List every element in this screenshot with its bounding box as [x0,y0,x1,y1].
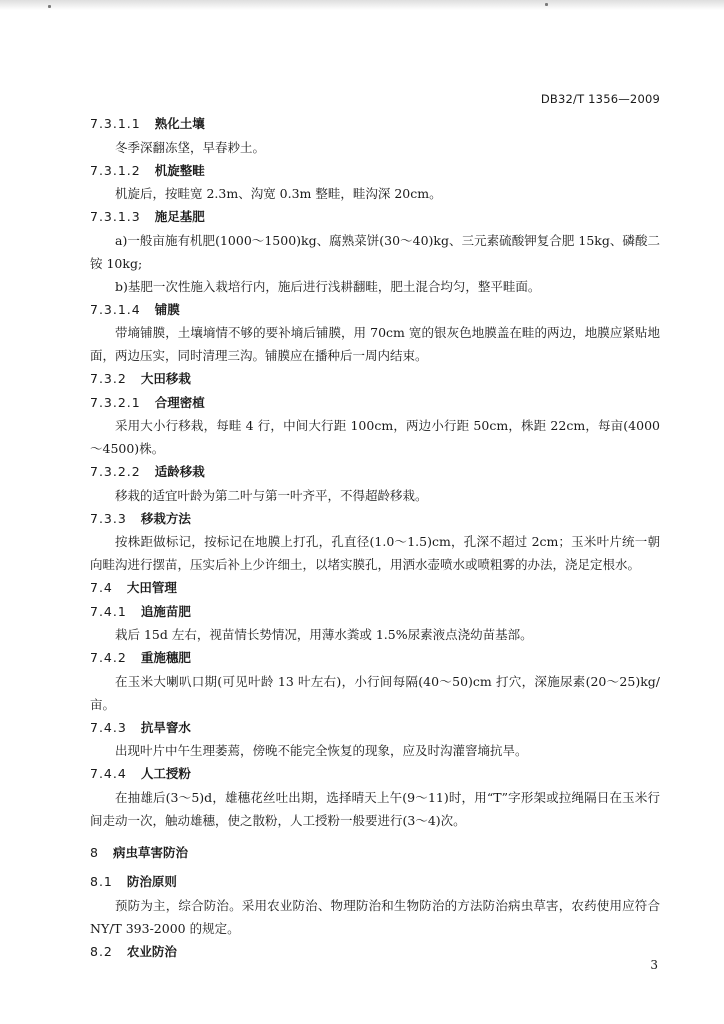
section-number: 7.4 [90,580,113,595]
paragraph: 栽后 15d 左右，视苗情长势情况，用薄水粪或 1.5%尿素液点浇幼苗基部。 [115,627,533,642]
section-number: 7.4.3 [90,719,127,735]
section-title: 防治原则 [126,874,177,889]
paragraph: 在玉米大喇叭口期(可见叶龄 13 叶左右)，小行间每隔(40～50)cm 打穴，深施尿素(20～25)kg/亩。 [90,673,660,712]
scan-speck [48,5,51,8]
scan-edge-shadow [0,0,724,10]
standard-code: DB32/T 1356—2009 [540,92,660,106]
paragraph: a)一般亩施有机肥(1000～1500)kg、腐熟菜饼(30～40)kg、三元素硫酸钾复合肥 15kg、磷酸二铵 10kg; [90,232,660,271]
section-heading [90,600,660,624]
section-title: 施足基肥 [154,209,205,224]
section-heading [90,841,660,865]
section-heading [90,205,660,229]
section-heading [90,391,660,415]
section-number: 7.3.3 [90,510,127,526]
paragraph: b)基肥一次性施入栽培行内，施后进行浅耕翻畦，肥土混合均匀，整平畦面。 [115,278,541,294]
section-title: 农业防治 [126,943,177,959]
section-title: 重施穗肥 [140,650,191,665]
page-number: 3 [650,958,658,972]
section-heading [90,576,660,600]
section-number: 7.3.2.2 [90,464,141,479]
section-title: 铺膜 [154,301,180,317]
section-number: 7.4.2 [90,650,127,665]
section-heading [90,112,660,136]
section-number: 7.4.4 [90,766,127,781]
paragraph: 在抽雄后(3～5)d，雄穗花丝吐出期，选择晴天上午(9～11)时，用“T”字形架或拉绳隔日在玉米行间走动一次，触动雄穗，使之散粉，人工授粉一般要进行(3～4)次。 [90,789,660,828]
paragraph: 采用大小行移栽，每畦 4 行，中间大行距 100cm，两边小行距 50cm，株距 22cm，每亩(4000～4500)株。 [90,418,660,456]
section-heading [90,460,660,484]
section-title: 病虫草害防治 [112,844,188,860]
section-title: 抗旱窨水 [140,719,191,735]
paragraph: 冬季深翻冻垡，早春耖土。 [115,139,266,155]
section-title: 大田管理 [126,580,177,595]
section-title: 合理密植 [154,394,205,410]
section-number: 8.1 [90,874,113,889]
section-heading [90,507,660,531]
section-number: 7.3.2 [90,371,127,386]
section-number: 8 [90,844,99,860]
section-heading [90,870,660,894]
scan-speck [545,3,548,6]
section-number: 7.3.2.1 [90,394,141,410]
section-number: 7.3.1.4 [90,301,141,317]
section-number: 7.3.1.2 [90,162,141,178]
document-body [90,112,660,963]
paragraph: 按株距做标记，按标记在地膜上打孔，孔直径(1.0～1.5)cm，孔深不超过 2cm；玉米叶片统一朝向畦沟进行摆苗，压实后补上少许细土，以堵实膜孔，用洒水壶喷水或喷粗雾的办法，浇足定根水。 [90,534,660,572]
paragraph: 出现叶片中午生理萎蔫，傍晚不能完全恢复的现象，应及时沟灌窨墒抗旱。 [115,743,528,758]
section-number: 8.2 [90,943,113,959]
section-number: 7.4.1 [90,603,127,619]
section-number: 7.3.1.3 [90,209,141,224]
section-title: 追施苗肥 [140,603,191,619]
paragraph: 预防为主，综合防治。采用农业防治、物理防治和生物防治的方法防治病虫草害，农药使用应符合 NY/T 393-2000 的规定。 [90,897,660,936]
section-number: 7.3.1.1 [90,116,141,131]
section-heading [90,298,660,322]
section-heading [90,940,660,964]
paragraph: 机旋后，按畦宽 2.3m、沟宽 0.3m 整畦，畦沟深 20cm。 [115,186,442,201]
paragraph: 带墒铺膜，土壤墒情不够的要补墒后铺膜，用 70cm 宽的银灰色地膜盖在畦的两边，地膜应紧贴地面，两边压实，同时清理三沟。铺膜应在播种后一周内结束。 [90,325,660,363]
section-heading [90,762,660,786]
section-title: 机旋整畦 [154,162,205,178]
section-title: 移栽方法 [140,510,191,526]
section-heading [90,159,660,183]
section-title: 熟化土壤 [154,116,205,131]
section-title: 人工授粉 [140,766,191,781]
section-heading [90,716,660,740]
section-title: 适龄移栽 [154,464,205,479]
paragraph: 移栽的适宜叶龄为第二叶与第一叶齐平，不得超龄移栽。 [115,487,428,503]
section-title: 大田移栽 [140,371,191,386]
section-heading [90,646,660,670]
section-heading [90,367,660,391]
